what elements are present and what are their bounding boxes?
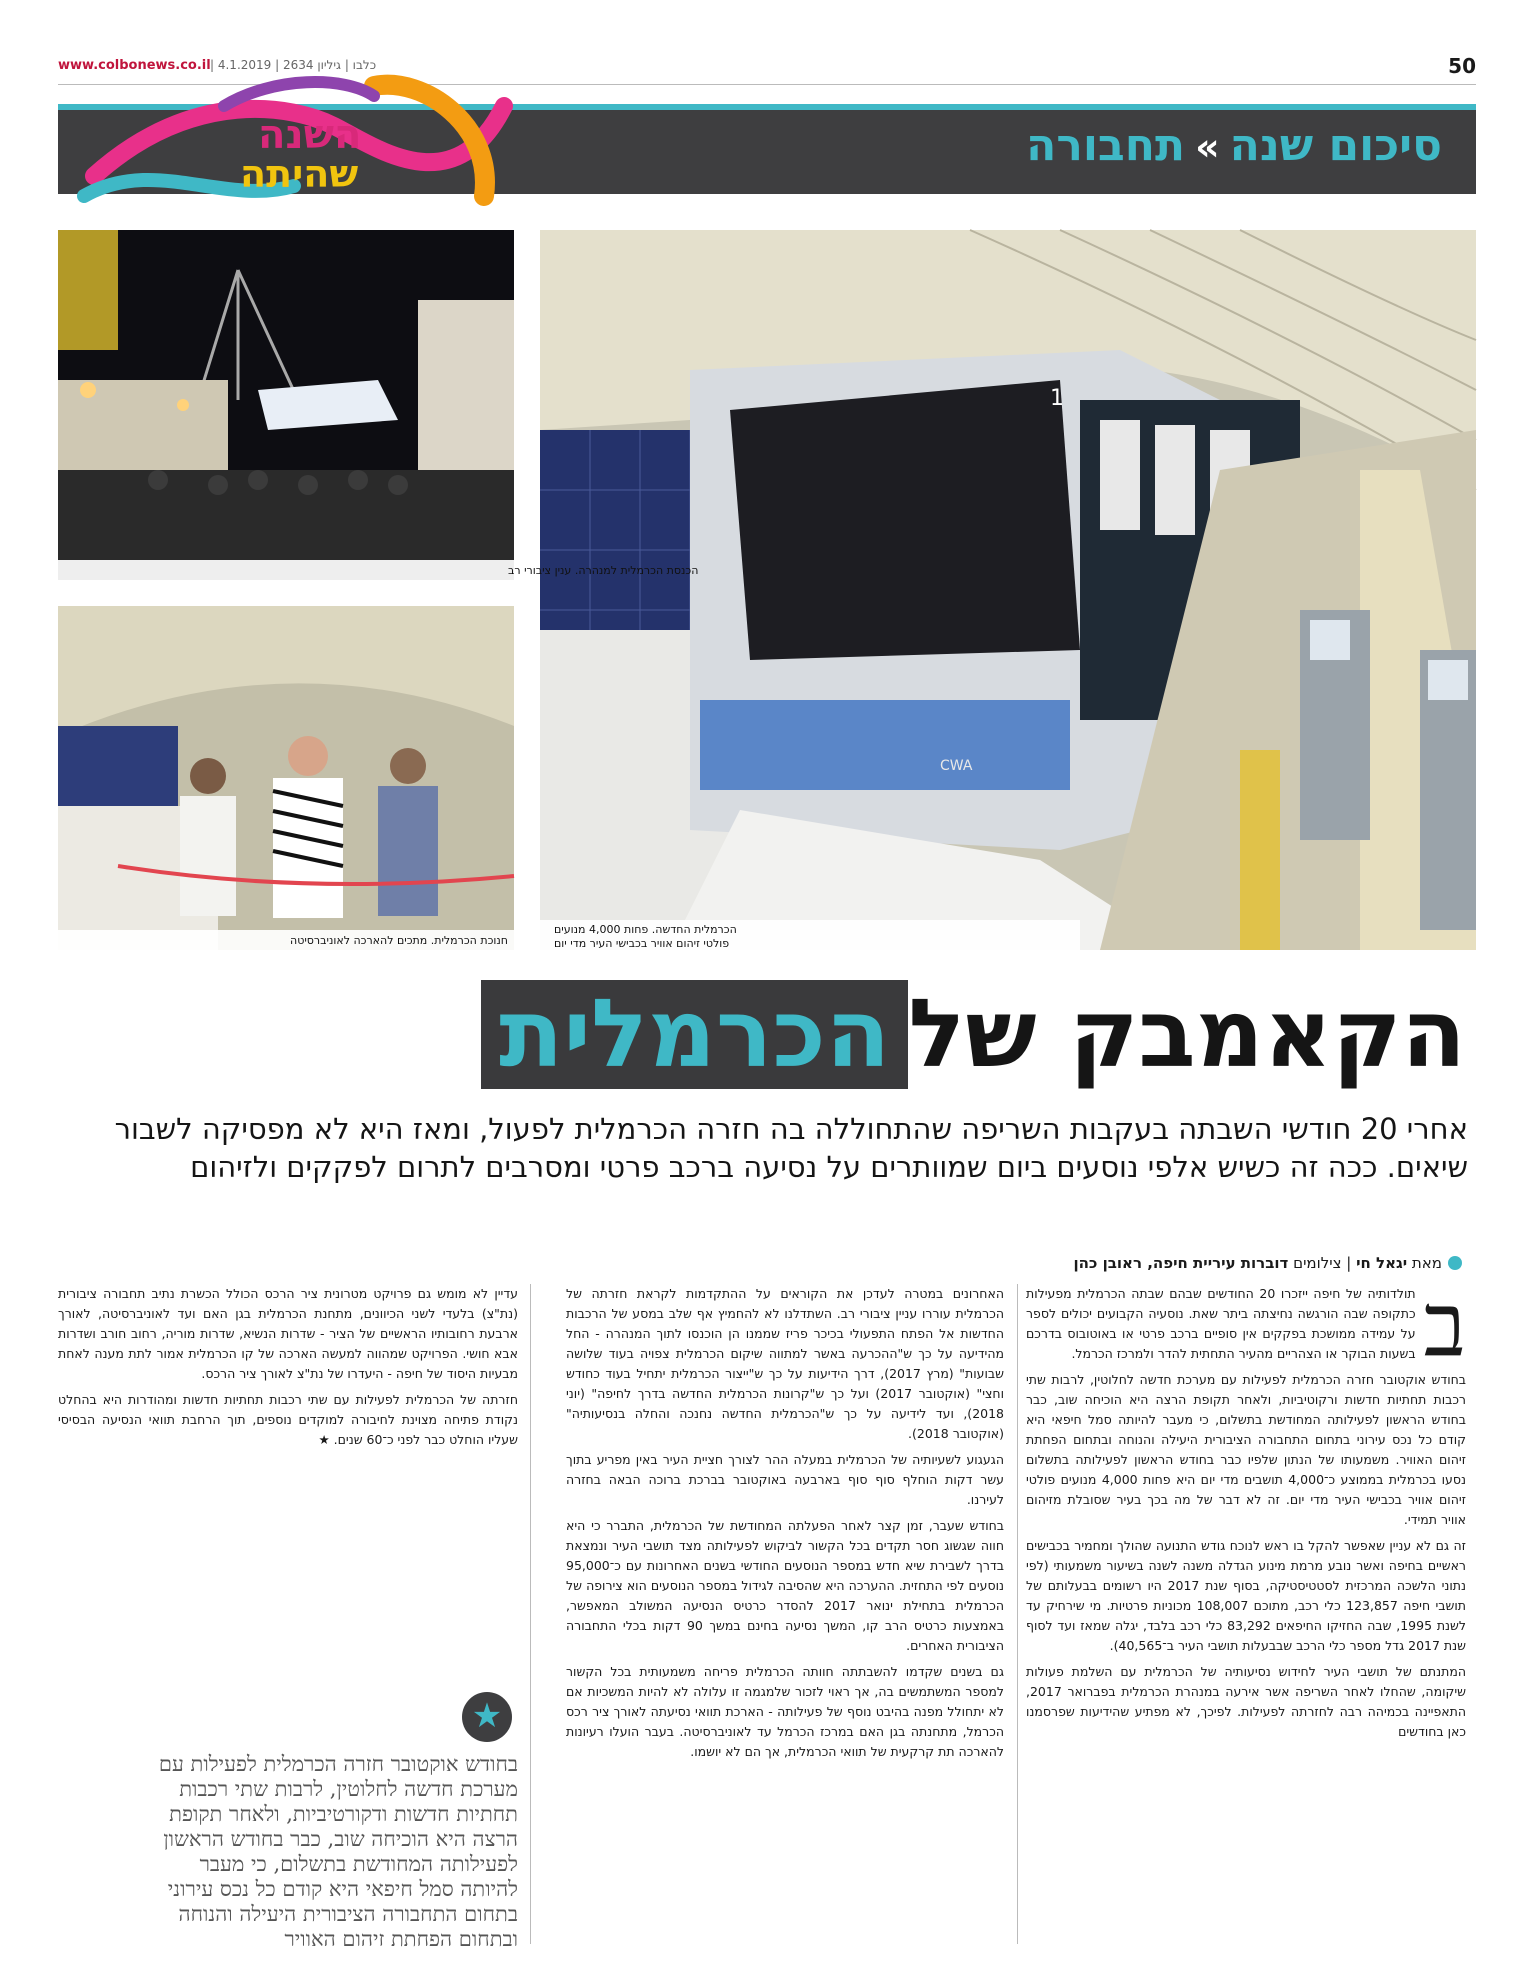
ribbon-caption: חנוכת הכרמלית. מתכים להארכה לאוניברסיטה [290, 934, 508, 947]
subheadline: אחרי 20 חודשי השבתה בעקבות השריפה שהתחוללה בה חזרה הכרמלית לפעול, ומאז היא לא מפסיקה לשבור שיאים. ככה זה כשיש אלפי נוסעים ביום שמוותרים על נסיעה ברכב פרטי ומסרבים לתרום לפקקים ולזיהום [114, 1112, 1468, 1184]
issue-info: | כלבו | גיליון 2634 | 4.1.2019 [210, 58, 377, 72]
tram-brand-label: CWA [940, 758, 973, 774]
section-title-b: תחבורה [1026, 120, 1186, 171]
byline-arrow-icon [1448, 1256, 1462, 1270]
byline-author: יגאל חי [1356, 1254, 1408, 1272]
headline-part2: הכרמלית [481, 980, 908, 1089]
column-divider [1017, 1284, 1018, 1944]
tram-windshield [730, 380, 1080, 660]
section-title-a: סיכום שנה [1229, 120, 1442, 171]
crane-arm [58, 230, 118, 350]
byline-photos-label: | צילומים [1293, 1254, 1352, 1272]
column-divider [530, 1284, 531, 1944]
main-photo-tram [540, 230, 1476, 950]
page-number: 50 [1448, 54, 1476, 78]
tram-number-label: 1 [1050, 386, 1064, 411]
byline [1073, 1254, 1462, 1272]
section-arrows: » [1195, 125, 1220, 169]
byline-by: מאת [1411, 1254, 1442, 1272]
paragraph: חזרתה של הכרמלית לפעילות עם שתי רכבות תחתיות חדשות ומהודרות היא בהחלט נקודת פתיחה מצוינת לחיבורה למוקדים נוספים, תוך הרחבת תוואי הנסיעה הבסיסי שעליו הוחלט כבר לפני כ־60 שנים. ★ [58, 1392, 518, 1447]
logo-swirl-orange [374, 85, 485, 196]
logo-line2: שהיתה [240, 152, 359, 196]
pull-quote: בחודש אוקטובר חזרה הכרמלית לפעילות עם מערכת חדשה לחלוטין, לרבות שתי רכבות תחתיות חדשות ודקורטיביות, ולאחר תקופת הרצה היא הוכיחה שוב, כבר בחודש הראשון לפעילותה המחודשת בתשלום, כי מעבר להיותה סמל חיפאי היא קודם כל נכס עירוני בתחום התחבורה הציבורית היעילה והנוחה ובתחום הפחתת זיהום האוויר [158, 1752, 518, 1951]
site-url[interactable]: www.colbonews.co.il [58, 58, 211, 73]
paragraph: המתנתם של תושבי העיר לחידוש נסיעותיה של הכרמלית עם השלמת פעולות שיקומה, שהחלו לאחר השריפה אשר אירעה במנהרת הכרמלית בפברואר 2017, התאפיינה בכמיהה רבה לחזרתה לפעילות. לפיכך, לא מפתיע שהידיעות שפרסמנו כאן בחודשים [1026, 1664, 1466, 1739]
byline-photographers: דוברות עיריית חיפה, ראובן כהן [1073, 1254, 1289, 1272]
logo-line1: השנה [258, 112, 362, 158]
article-col-3 [58, 1284, 518, 1456]
night-photo-crane [58, 230, 699, 580]
night-caption: הכנסת הכרמלית למנהרה. ענין ציבורי רב [508, 564, 699, 577]
main-caption-2: פולטי זיהום אוויר בכבישי העיר מדי יום [554, 937, 730, 950]
paragraph: עדיין לא מומש גם פרויקט מטרונית ציר הרכס הכולל הכשרת נתיב תחבורה ציבורית (נת"צ) בלעדי לשני הכיוונים, מתחנת הכרמלית בגן האם ועד לאוניברסיטה, לאורך ארבעת רחובותיו הראשיים של הציר - שדרות הנשיא, שדרות מוריה, רחוב חורב ושדרות אבא חושי. הפרויקט שמהווה למעשה הארכה של קו הכרמלית אמור לתת מענה לאחת מבעיות היסוד של חיפה - היעדרו של נת"צ לאורך ציר הרכס. [58, 1286, 518, 1381]
section-title [1026, 120, 1442, 171]
dropcap: ב [1423, 1273, 1466, 1376]
paragraph: הגעגוע לשעיותיה של הכרמלית במעלה ההר לצורך חציית העיר באין מפריע בתוך עשר דקות הוחלף סוף סוף בארבעה באוקטובר בברכת ברוכה הבאה בחזרה לעירנו. [566, 1452, 1004, 1507]
paragraph: בחודש שעבר, זמן קצר לאחר הפעלתה המחודשת של הכרמלית, התברר כי היא חווה שגשוג חסר תקדים בכל הקשור לביקוש לפעילותה מצד תושבי העיר ונמצאת בדרך לשבירת שיא חדש במספר הנוסעים החודשי בשנים האחרונות עם כ־95,000 נוסעים לפי התחזית. ההערכה היא שהסיבה לגידול במספר הנוסעים הוא צירופה של הכרמלית בתחילת ינואר 2017 להסדר כרטיס הנסיעה המשולב המאפשר, באמצעות כרטיס הרב קו, המשך נסיעה בחינם במשך 90 דקות בכלי התחבורה הציבורית האחרים. [566, 1518, 1005, 1653]
headline [467, 980, 1466, 1090]
paragraph: זה גם לא עניין שאפשר להקל בו ראש לנוכח גודש התנועה שהולך ומחמיר בכבישים ראשיים בחיפה ואשר נובע מרמת מינוע הגדלה משנה לשנה בשיעור משמעותי (לפי נתוני הלשכה המרכזית לסטטיסטיקה, בסוף שנת 2017 היו רשומים בבעלותם של תושבי חיפה 123,857 כלי רכב, מתוכם 108,007 מכוניות פרטיות. מי שירחיק עד לשנת 1995, שבה החזיקו החיפאים 83,292 כלי רכב בלבד, יגלה שמאז ועד לסוף שנת 2017 גדל מספר כלי הרכב שבבעלות תושבי העיר ב־40,565). [1026, 1538, 1467, 1653]
paragraph: תולדותיה של חיפה ייזכרו 20 החודשים שבהם שבתה הכרמלית מפעילות כתקופה שבה הורגשה נחיצתה ביתר שאת. נוסעיה הקבועים יכולים לספר על עמידה ממושכת בפקקים אין סופיים ברכב פרטי או באוטובוס בדרכם בשעות הבוקר או הצהריים מהעיר התחתית להדר ולמרכז הכרמל. [1026, 1286, 1416, 1361]
paragraph: האחרונים במטרה לעדכן את הקוראים על ההתקדמות לקראת חזרתה של הכרמלית עוררו עניין ציבורי רב. השתדלנו לא להחמיץ אף שלב במסע של הרכבות החדשות אל הפתח התפעולי בכיכר פריז שממנו הן הוכנסו לתוך המנהרה - החל מהידיעה על כך ש"ההכרעה באשר למתווה שיקום הכרמלית צפויה בעוד שלושה שבועות" (מרץ 2017), דרך הידיעות על כך ש"ייצור הכרמלית יתחיל בעוד כחודש וחצי" (אוקטובר 2017) ועל כך ש"קרונות הכרמלית החדשה בדרך לחיפה" (יוני 2018), ועד לידיעה על כך ש"הכרמלית החדשה נחנכה והחלה בנסיעותיה" (אוקטובר 2018). [566, 1286, 1005, 1441]
ribbon-photo [58, 606, 514, 950]
paragraph: גם בשנים שקדמו להשבתתה חוותה הכרמלית פריחה משמעותית בכל הקשור למספר המשתמשים בה, אך ראוי לזכור שלמגמה זו עלולה לא להיות המשכיות אם לא יתחולל מפנה בהיבט נוסף של פעילותה - הארכת תוואי נסיעתה לאורך ציר רכס הכרמל, מתחנתה בגן האם במרכז הכרמל עד לאוניברסיטה. בעבר הועלו רעיונות להארכה תת קרקעית של תוואי הכרמלית, אך הם לא יושמו. [566, 1664, 1004, 1759]
article-col-1 [1026, 1273, 1467, 1748]
paragraph: בחודש אוקטובר חזרה הכרמלית לפעילות עם מערכת חדשה לחלוטין, לרבות שתי רכבות תחתיות חדשות ורקוטיביות, ולאחר תקופת הרצה היא הוכיחה שוב, כבר בחודש הראשון לפעילותה המחודשת בתשלום, כי מעבר להיותה סמל חיפאי היא קודם כל נכס עירוני בתחום התחבורה הציבורית היעילה והנוחה ובתחום הפחתת זיהום האוויר. משמעותו של הנתון שלפיו כבר בחודש הראשון לפעילותה בתשלום נסעו בכרמלית בממוצע כ־4,000 תושבים מדי יום היא פחות 4,000 מנועים פולטי זיהום אוויר בכבישי העיר מדי יום. זה לא דבר של מה בכך בעיר שסובלת מזיהום אוויר תמידי. [1026, 1372, 1467, 1527]
main-caption-1: הכרמלית החדשה. פחות 4,000 מנועים [554, 923, 737, 936]
headline-part1: הקאמבק של [908, 980, 1466, 1089]
article-col-2 [566, 1284, 1004, 1768]
star-icon: ★ [462, 1692, 512, 1742]
tram-blue-band [700, 700, 1070, 790]
